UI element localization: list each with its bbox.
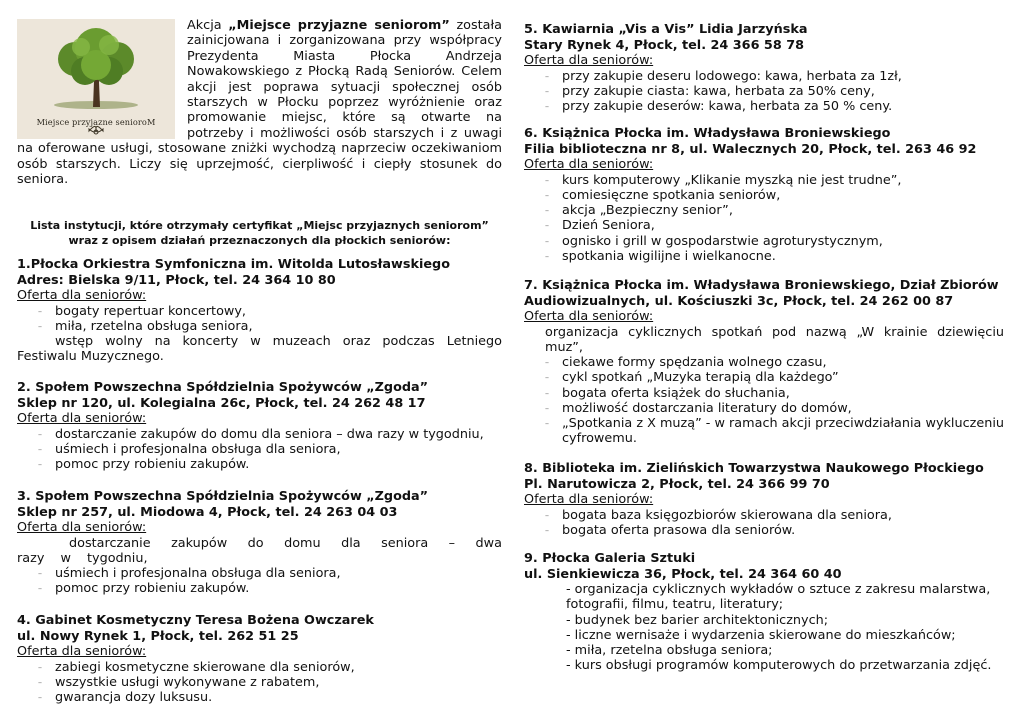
institution-1 [17,257,502,365]
offer-list [17,427,502,473]
offer-label: Oferta dla seniorów: [17,288,147,304]
offer-list [17,660,502,706]
offer-label: Oferta dla seniorów: [524,53,654,69]
institution-9-address: ul. Sienkiewicza 36, Płock, tel. 24 364 60 40 [524,566,842,582]
institution-7 [524,278,1004,446]
offer-item: – spotkania wigilijne i wielkanocne. [524,249,1004,264]
institution-5 [524,22,1004,114]
offer-item: – akcja „Bezpieczny senior”, [524,203,1004,218]
offer-item: – bogata baza księgozbiorów skierowana dla seniora, [524,508,1004,523]
offer-item: – uśmiech i profesjonalna obsługa dla seniora, [17,566,502,581]
logo-caption: Miejsce przyjazne senioroM [36,117,156,127]
offer-item: – dostarczanie zakupów do domu dla seniora – dwa razy w tygodniu, [17,427,502,442]
list-title-line1: Lista instytucji, które otrzymały certyfikat „Miejsc przyjaznych seniorom” [30,219,489,232]
offer-item: – organizacja cyklicznych spotkań pod nazwą „W krainie dziewięciu muz”, [507,325,1004,355]
offer-item: – miła, rzetelna obsługa seniora, [17,319,502,334]
institution-7-address: Audiowizualnych, ul. Kościuszki 3c, Płock, tel. 24 262 00 87 [524,293,954,309]
offer-item: – wszystkie usługi wykonywane z rabatem, [17,675,502,690]
offer-item: – „Spotkania z X muzą” - w ramach akcji przeciwdziałania wykluczeniu cyfrowemu. [524,416,1004,446]
institution-6 [524,126,1004,264]
institution-8-name: 8. Biblioteka im. Zielińskich Towarzystwa Naukowego Płockiego [524,461,984,476]
institution-3-address: Sklep nr 257, ul. Miodowa 4, Płock, tel. 24 263 04 03 [17,504,398,520]
institution-2-address: Sklep nr 120, ul. Kolegialna 26c, Płock, tel. 24 262 48 17 [17,395,426,411]
offer-label: Oferta dla seniorów: [524,157,654,173]
offer-item: – cykl spotkań „Muzyka terapią dla każdego” [524,370,1004,385]
offer-item: – przy zakupie deseru lodowego: kawa, herbata za 1zł, [524,69,1004,84]
offer-item: – ognisko i grill w gospodarstwie agroturystycznym, [524,234,1004,249]
offer-item: – dostarczanie zakupów do domu dla seniora – dwa razy w tygodniu, [17,536,502,566]
offer-list [17,304,502,365]
institution-5-name: 5. Kawiarnia „Vis a Vis” Lidia Jarzyńska [524,22,808,37]
offer-item: – comiesięczne spotkania seniorów, [524,188,1004,203]
offer-item: – uśmiech i profesjonalna obsługa dla seniora, [17,442,502,457]
offer-list [17,536,502,597]
institution-4-name: 4. Gabinet Kosmetyczny Teresa Bożena Owczarek [17,613,374,628]
offer-item: – pomoc przy robieniu zakupów. [17,581,502,596]
institution-9 [524,551,1004,673]
institution-1-name: 1.Płocka Orkiestra Symfoniczna im. Witolda Lutosławskiego [17,257,450,272]
institution-3 [17,489,502,597]
institution-7-name: 7. Książnica Płocka im. Władysława Broniewskiego, Dział Zbiorów [524,278,999,293]
institution-9-name: 9. Płocka Galeria Sztuki [524,551,696,566]
offer-item: – zabiegi kosmetyczne skierowane dla seniorów, [17,660,502,675]
offer-list [524,582,1004,673]
offer-item: – wstęp wolny na koncerty w muzeach oraz podczas Letniego Festiwalu Muzycznego. [17,334,502,364]
offer-item: - liczne wernisaże i wydarzenia skierowane do mieszkańców; [566,627,956,643]
offer-item: – pomoc przy robieniu zakupów. [17,457,502,472]
offer-item: – ciekawe formy spędzania wolnego czasu, [524,355,1004,370]
offer-list [524,508,1004,538]
institution-5-address: Stary Rynek 4, Płock, tel. 24 366 58 78 [524,37,805,53]
offer-label: Oferta dla seniorów: [524,309,654,325]
institution-4 [17,613,502,705]
offer-item: – bogata oferta książek do słuchania, [524,386,1004,401]
intro-prefix: Akcja [187,18,229,33]
institution-2-name: 2. Społem Powszechna Spółdzielnia Spożywców „Zgoda” [17,380,429,395]
offer-label: Oferta dla seniorów: [17,520,147,536]
offer-label: Oferta dla seniorów: [17,411,147,427]
offer-item: – kurs komputerowy „Klikanie myszką nie jest trudne”, [524,173,1004,188]
institution-4-address: ul. Nowy Rynek 1, Płock, tel. 262 51 25 [17,628,299,644]
offer-item: – gwarancja dozy luksusu. [17,690,502,705]
offer-label: Oferta dla seniorów: [524,492,654,508]
intro-text: została zainicjowana i zorganizowana przy współpracy Prezydenta Miasta Płocka Andrzeja Nowakowskiego z Płocką Radą Seniorów. Celem akcji jest poprawa sytuacji społecznej osób starszych w Płocku poprzez wyróżnienie oraz promowanie miejsc, które są otwarte na potrzeby i możliwości osób starszych i z uwagi na oferowane usługi, stosowane zniżki wychodzą naprzeciw oczekiwaniom osób starszych. Liczy się uprzejmość, cierpliwość i ciepły stosunek do seniora. [17,18,503,188]
institution-6-name: 6. Książnica Płocka im. Władysława Broniewskiego [524,126,891,141]
offer-item: – możliwość dostarczania literatury do domów, [524,401,1004,416]
offer-item: – przy zakupie ciasta: kawa, herbata za 50% ceny, [524,84,1004,99]
offer-item: – bogaty repertuar koncertowy, [17,304,502,319]
offer-item: - miła, rzetelna obsługa seniora; [566,643,773,658]
offer-list [524,173,1004,264]
offer-item: - kurs obsługi programów komputerowych do przetwarzania zdjęć. [566,658,992,674]
offer-label: Oferta dla seniorów: [17,644,147,660]
institution-8 [524,461,1004,538]
offer-item: – Dzień Seniora, [524,218,1004,233]
list-title [17,218,502,248]
offer-list [524,69,1004,115]
intro-paragraph [17,18,502,187]
list-title-line2: wraz z opisem działań przeznaczonych dla płockich seniorów: [68,234,451,247]
institution-1-address: Adres: Bielska 9/11, Płock, tel. 24 364 10 80 [17,272,336,288]
offer-item: - organizacja cyklicznych wykładów o sztuce z zakresu malarstwa, fotografii, filmu, teatru, literatury; [566,582,991,613]
institution-8-address: Pl. Narutowicza 2, Płock, tel. 24 366 99 70 [524,476,830,492]
intro-campaign-name: „Miejsce przyjazne seniorom” [228,18,450,33]
offer-item: – bogata oferta prasowa dla seniorów. [524,523,1004,538]
institution-3-name: 3. Społem Powszechna Spółdzielnia Spożywców „Zgoda” [17,489,429,504]
offer-list [524,325,1004,447]
offer-item: - budynek bez barier architektonicznych; [566,612,829,628]
institution-6-address: Filia biblioteczna nr 8, ul. Walecznych 20, Płock, tel. 263 46 92 [524,141,977,157]
offer-item: – przy zakupie deserów: kawa, herbata za 50 % ceny. [524,99,1004,114]
institution-2 [17,380,502,472]
